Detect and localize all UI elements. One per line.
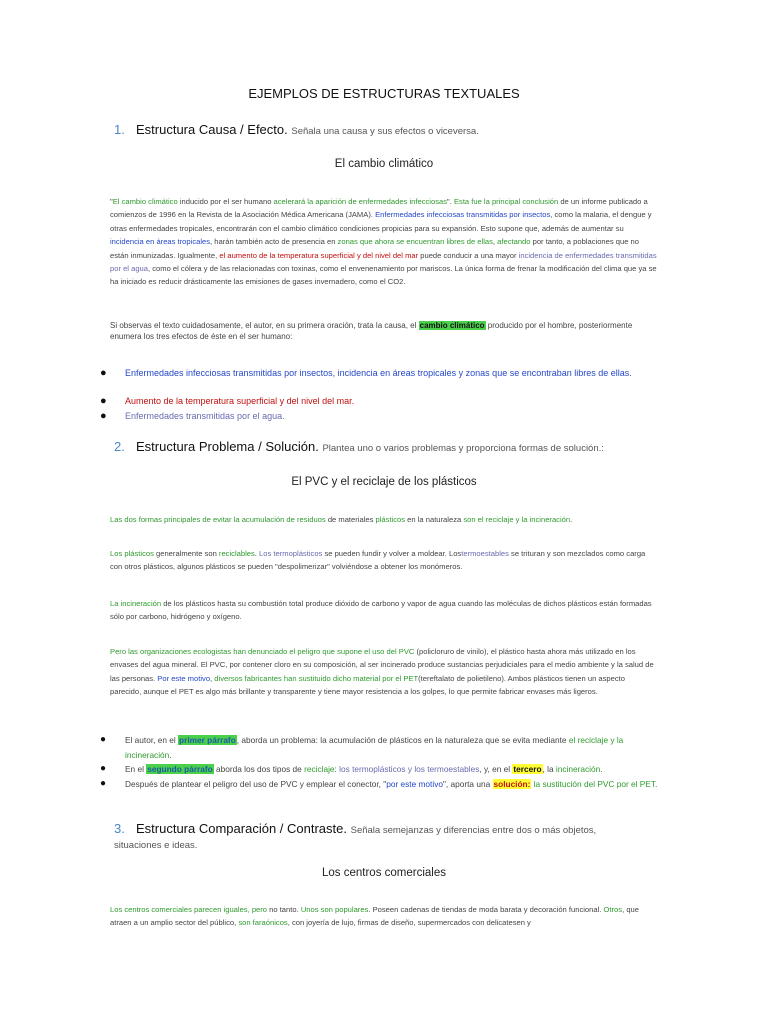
section-description: Señala semejanzas y diferencias entre dos o más objetos, situaciones e ideas.	[114, 825, 597, 851]
section-heading-text: Estructura Comparación / Contraste	[136, 821, 344, 836]
section-number: 3.	[114, 821, 125, 836]
subtitle-centros-comerciales: Los centros comerciales	[322, 867, 446, 879]
section-number: 1.	[114, 122, 125, 137]
section-heading-cause-effect: 1. Estructura Causa / Efecto. Señala una causa y sus efectos o viceversa.	[114, 122, 479, 137]
paragraph-pvc-3: La incineración de los plásticos hasta su combustión total produce dióxido de carbono y vapor de agua cuando las moléculas de dichos plásticos están formadas sólo por carbono, hidrógeno y oxígeno.	[110, 599, 652, 622]
bullet-icon: ●	[100, 763, 107, 774]
section-heading-text: Estructura Problema / Solución	[136, 439, 316, 454]
bullet-icon: ●	[100, 734, 107, 745]
paragraph-pvc-1: Las dos formas principales de evitar la acumulación de residuos de materiales plásticos en la naturaleza son el reciclaje y la incineración.	[110, 515, 573, 524]
list-item: ● Después de plantear el peligro del uso de PVC y emplear el conector, "por este motivo", aporta una solución: la sustitución del PVC por el PET.	[100, 777, 660, 792]
highlight-cambio-climatico: cambio climático	[419, 321, 485, 330]
bullet-icon: ●	[100, 410, 107, 422]
paragraph-analysis-1: Si observas el texto cuidadosamente, el autor, en su primera oración, trata la causa, el cambio climático producido por el hombre, posteriormente enumera los tres efectos de éste en el ser humano:	[110, 321, 633, 341]
list-item: ● Enfermedades infecciosas transmitidas por insectos, incidencia en áreas tropicales y zonas que se encontraban libres de ellas.	[100, 367, 632, 379]
paragraph-pvc-4: Pero las organizaciones ecologistas han denunciado el peligro que supone el uso del PVC (policloruro de vinilo), el plástico hasta ahora más utilizado en los envases del agua mineral. El PVC, por contener cloro en su composición, al ser incinerado produce sustancias perjudiciales para el medio ambiente y la salud de las personas. Por este motivo, diversos fabricantes han sustituido dicho material por el PET(tereftalato de polietileno). Ambos plásticos tienen un aspecto parecido, aunque el PET es algo más brillante y transparente y tiene mayor resistencia a los golpes, lo que permite fabricar envases más ligeros.	[110, 647, 654, 697]
bullet-icon: ●	[100, 367, 107, 379]
paragraph-centros-comerciales: Los centros comerciales parecen iguales, pero no tanto. Unos son populares. Poseen cadenas de tiendas de moda barata y decoración funcional. Otros, que atraen a un amplio sector del público, son faraónicos, con joyería de lujo, firmas de diseño, supermercados con delicatesen y	[110, 905, 639, 928]
section-number: 2.	[114, 439, 125, 454]
paragraph-pvc-2: Los plásticos generalmente son reciclables. Los termoplásticos se pueden fundir y volver a moldear. Lostermoestables se trituran y son mezclados como carga con otros plásticos, algunos plásticos se pueden "despolimerizar" volviéndose a obtener los monómeros.	[110, 549, 646, 572]
subtitle-cambio-climatico: El cambio climático	[334, 158, 434, 170]
list-item: ● Enfermedades transmitidas por el agua.	[100, 410, 285, 422]
section-description: Plantea uno o varios problemas y proporciona formas de solución.:	[322, 443, 604, 454]
section-description: Señala una causa y sus efectos o viceversa.	[291, 126, 479, 137]
paragraph-cambio-climatico: "El cambio climático inducido por el ser humano acelerará la aparición de enfermedades infecciosas". Esta fue la principal conclusión de un informe publicado a comienzos de 1996 en la Revista de la Asociación Médica Americana (JAMA). Enfermedades infecciosas transmitidas por insectos, como la malaria, el dengue y otras enfermedades tropicales, encontrarán con el cambio climático condiciones propicias para su expansión. Esto supone que, además de aumentar su incidencia en áreas tropicales, harán también acto de presencia en zonas que ahora se encuentran libres de ellas, afectando por tanto, a poblaciones que no están inmunizadas. Igualmente, el aumento de la temperatura superficial y del nivel del mar puede conducir a una mayor incidencia de enfermedades transmitidas por el agua, como el cólera y de las relacionadas con toxinas, como el envenenamiento por mariscos. La única forma de frenar la modificación del clima que ya se ha iniciado es reducir drásticamente las emisiones de gases invernadero, como el CO2.	[110, 197, 657, 287]
list-item: ● En el segundo párrafo aborda los dos tipos de reciclaje: los termoplásticos y los termoestables, y, en el tercero, la incineración.	[100, 762, 660, 777]
section-heading-comparison: 3. Estructura Comparación / Contraste. Señala semejanzas y diferencias entre dos o más objetos, situaciones e ideas.	[114, 821, 597, 851]
list-item: ● Aumento de la temperatura superficial y del nivel del mar.	[100, 395, 355, 407]
list-item: ● El autor, en el primer párrafo, aborda un problema: la acumulación de plásticos en la naturaleza que se evita mediante el reciclaje y la incineración.	[100, 734, 624, 760]
page-title: EJEMPLOS DE ESTRUCTURAS TEXTUALES	[248, 86, 520, 101]
section-heading-text: Estructura Causa / Efecto	[136, 122, 285, 137]
bullet-icon: ●	[100, 395, 107, 407]
subtitle-pvc: El PVC y el reciclaje de los plásticos	[291, 476, 477, 488]
section-heading-problem-solution: 2. Estructura Problema / Solución. Plantea uno o varios problemas y proporciona formas de solución.:	[114, 439, 604, 454]
bullet-icon: ●	[100, 778, 107, 789]
